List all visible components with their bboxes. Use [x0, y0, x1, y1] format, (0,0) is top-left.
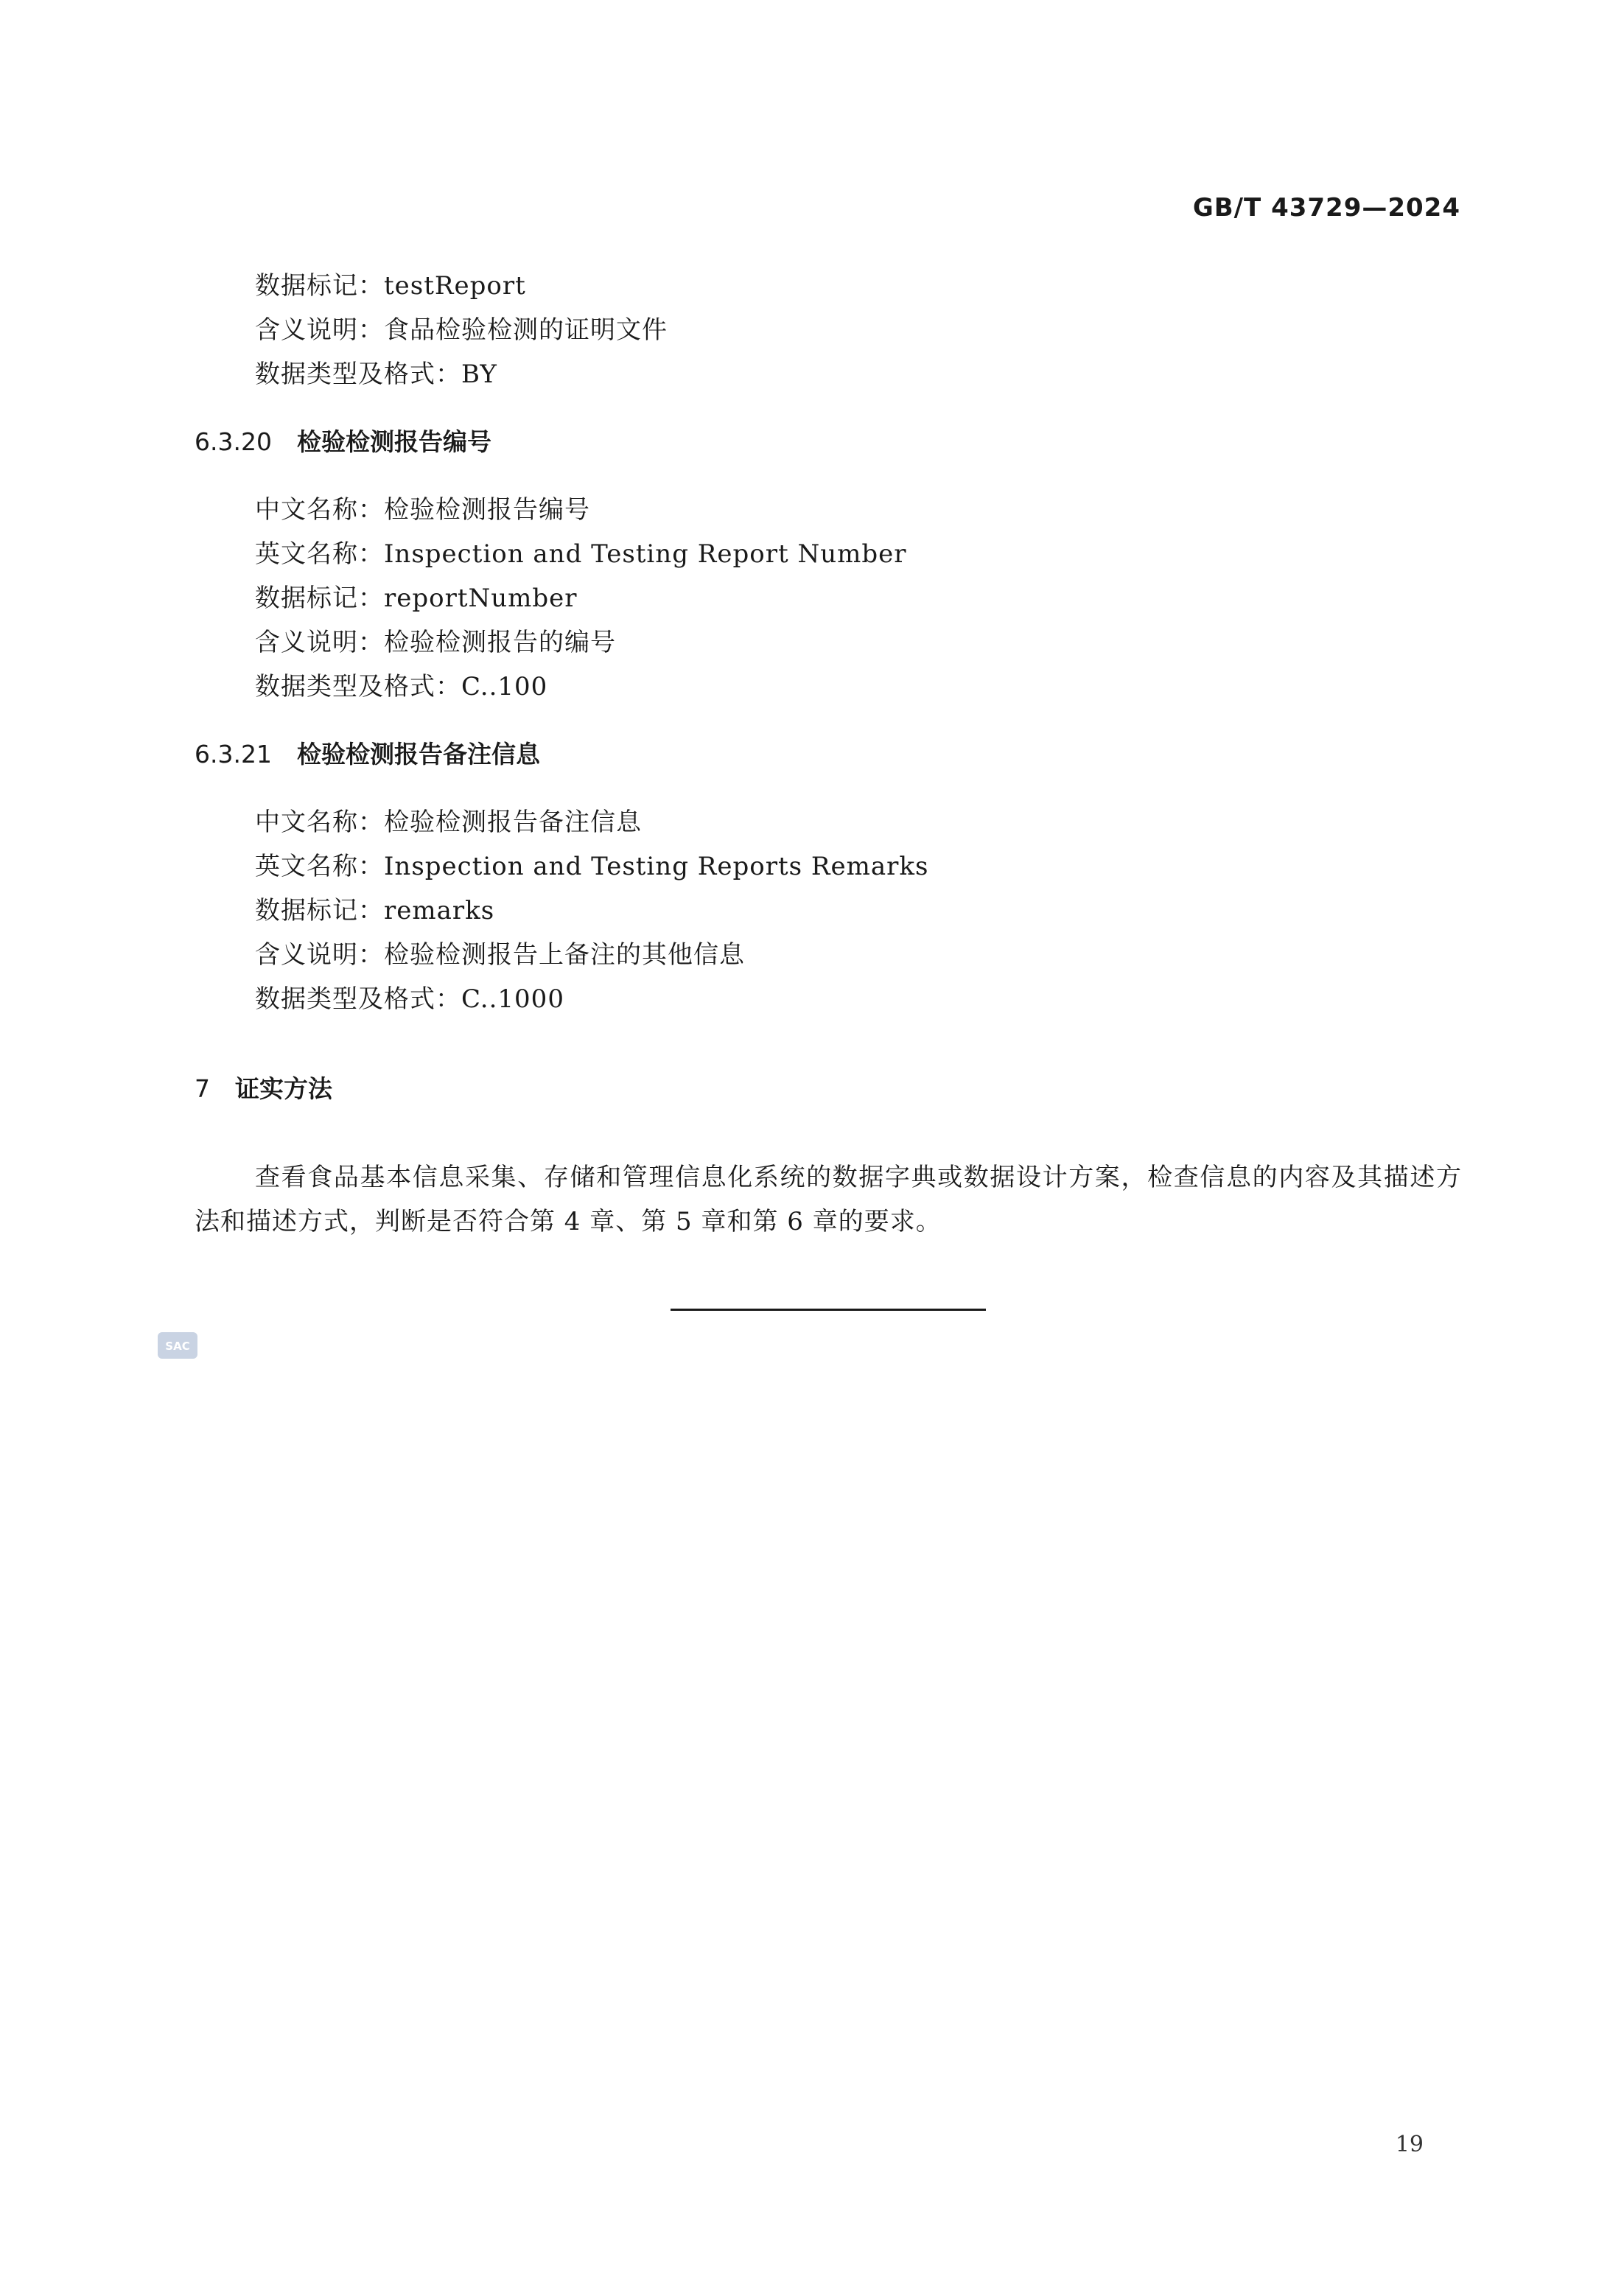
- page-number: 19: [1395, 2132, 1424, 2157]
- field-data-type: 数据类型及格式：C..100: [255, 672, 548, 701]
- end-of-document-rule: [671, 1309, 986, 1311]
- field-chinese-name: 中文名称：检验检测报告备注信息: [255, 808, 642, 837]
- sac-watermark-logo: [156, 1328, 200, 1363]
- watermark-text: SAC: [165, 1340, 190, 1353]
- field-meaning: 含义说明：食品检验检测的证明文件: [255, 315, 668, 345]
- field-meaning: 含义说明：检验检测报告的编号: [255, 628, 616, 657]
- section-heading-6-3-21: [195, 738, 540, 771]
- verification-paragraph: 查看食品基本信息采集、存储和管理信息化系统的数据字典或数据设计方案，检查信息的内容及其描述方法和描述方式，判断是否符合第 4 章、第 5 章和第 6 章的要求。: [195, 1163, 1462, 1236]
- field-data-tag: 数据标记：remarks: [255, 896, 495, 925]
- document-code: GB/T 43729—2024: [1192, 193, 1460, 223]
- field-english-name: 英文名称：Inspection and Testing Report Number: [255, 539, 907, 569]
- field-chinese-name: 中文名称：检验检测报告编号: [255, 495, 590, 525]
- field-data-type: 数据类型及格式：C..1000: [255, 984, 564, 1014]
- field-meaning: 含义说明：检验检测报告上备注的其他信息: [255, 940, 745, 970]
- section-number: 6.3.20: [195, 427, 272, 456]
- field-data-tag: 数据标记：testReport: [255, 271, 526, 301]
- section-number: 6.3.21: [195, 740, 272, 769]
- section-heading-6-3-20: [195, 426, 491, 458]
- section-title: 检验检测报告编号: [296, 427, 491, 456]
- field-data-type: 数据类型及格式：BY: [255, 360, 497, 389]
- field-english-name: 英文名称：Inspection and Testing Reports Remarks: [255, 852, 929, 881]
- section-title: 检验检测报告备注信息: [296, 740, 540, 769]
- section-number: 7: [195, 1074, 210, 1103]
- section-heading-7: [195, 1073, 332, 1105]
- field-data-tag: 数据标记：reportNumber: [255, 584, 578, 613]
- section-title: 证实方法: [235, 1074, 332, 1103]
